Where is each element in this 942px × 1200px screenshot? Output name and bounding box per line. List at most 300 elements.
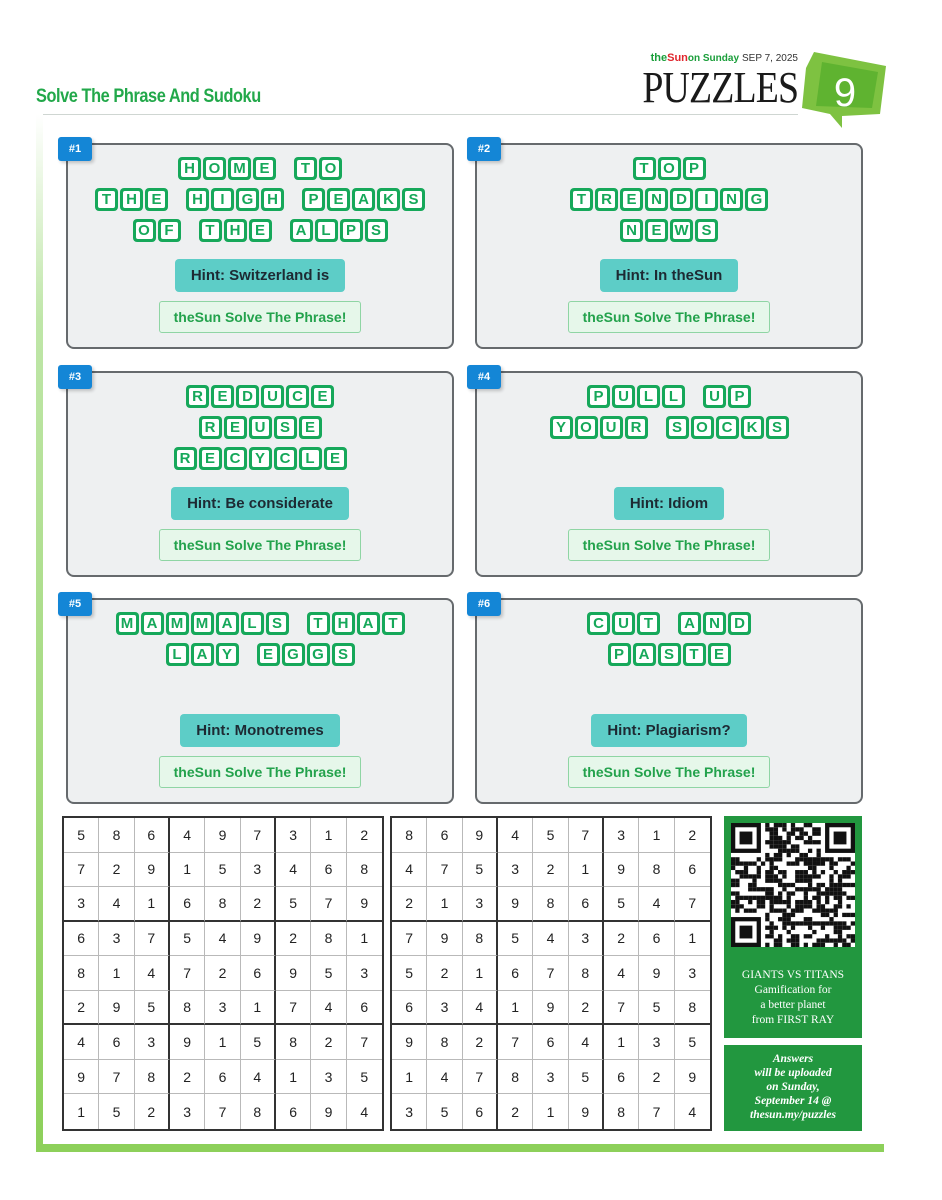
sudoku-cell: 2 bbox=[347, 818, 382, 853]
sudoku-cell: 8 bbox=[427, 1025, 462, 1060]
letter-tile-char: K bbox=[380, 191, 397, 208]
letter-tile-char: S bbox=[277, 419, 294, 436]
sudoku-cell: 6 bbox=[99, 1025, 134, 1060]
letter-tile-char: R bbox=[202, 419, 219, 436]
solve-phrase-button[interactable]: theSun Solve The Phrase! bbox=[568, 756, 771, 788]
sudoku-cell: 5 bbox=[639, 991, 674, 1026]
sudoku-cell: 4 bbox=[99, 887, 134, 922]
sudoku-cell: 9 bbox=[533, 991, 568, 1026]
sudoku-cell: 2 bbox=[276, 922, 311, 957]
letter-tile-char: S bbox=[405, 191, 422, 208]
letter-tile bbox=[282, 643, 305, 666]
sudoku-cell: 5 bbox=[135, 991, 170, 1026]
letter-tile bbox=[720, 188, 743, 211]
sudoku-cell: 1 bbox=[241, 991, 276, 1026]
letter-tile-char: W bbox=[674, 222, 689, 239]
tile-word bbox=[703, 385, 751, 408]
tile-word bbox=[307, 612, 405, 635]
letter-tile bbox=[290, 219, 313, 242]
tile-word bbox=[290, 219, 388, 242]
frame-bottom-border bbox=[36, 1144, 884, 1152]
letter-tile-char: A bbox=[360, 615, 377, 632]
letter-tile-char: O bbox=[136, 222, 153, 239]
letter-tile bbox=[216, 612, 239, 635]
letter-tile bbox=[216, 643, 239, 666]
answers-line: will be uploaded bbox=[754, 1067, 832, 1079]
sudoku-cell: 8 bbox=[311, 922, 346, 957]
phrase-tiles bbox=[477, 385, 861, 439]
sudoku-cell: 9 bbox=[463, 818, 498, 853]
sudoku-cell: 6 bbox=[135, 818, 170, 853]
sudoku-cell: 7 bbox=[533, 956, 568, 991]
solve-phrase-button[interactable]: theSun Solve The Phrase! bbox=[568, 301, 771, 333]
letter-tile-char: T bbox=[686, 646, 703, 663]
masthead bbox=[617, 52, 798, 110]
sudoku-cell: 3 bbox=[99, 922, 134, 957]
sudoku-cell: 7 bbox=[170, 956, 205, 991]
letter-tile-char: S bbox=[661, 646, 678, 663]
letter-tile bbox=[703, 385, 726, 408]
sudoku-cell: 1 bbox=[311, 818, 346, 853]
sudoku-cell: 9 bbox=[170, 1025, 205, 1060]
letter-tile bbox=[141, 612, 164, 635]
letter-tile-char: C bbox=[590, 615, 607, 632]
puzzle-number-badge: #5 bbox=[58, 592, 92, 616]
sudoku-cell: 7 bbox=[276, 991, 311, 1026]
letter-tile bbox=[691, 416, 714, 439]
letter-tile-char: A bbox=[355, 191, 372, 208]
tile-row bbox=[95, 188, 425, 211]
sudoku-cell: 8 bbox=[675, 991, 710, 1026]
tile-word bbox=[174, 447, 347, 470]
letter-tile-char: T bbox=[297, 160, 314, 177]
letter-tile-char: A bbox=[144, 615, 161, 632]
tile-word bbox=[166, 643, 239, 666]
tile-row bbox=[608, 643, 731, 666]
letter-tile bbox=[612, 612, 635, 635]
letter-tile-char: P bbox=[731, 388, 748, 405]
letter-tile bbox=[133, 219, 156, 242]
letter-tile bbox=[178, 157, 201, 180]
letter-tile bbox=[166, 643, 189, 666]
sudoku-cell: 3 bbox=[347, 956, 382, 991]
letter-tile-char: T bbox=[310, 615, 327, 632]
sudoku-cell: 6 bbox=[463, 1094, 498, 1129]
tile-row bbox=[587, 385, 751, 408]
sudoku-cell: 4 bbox=[498, 818, 533, 853]
letter-tile bbox=[266, 612, 289, 635]
letter-tile-char: H bbox=[189, 191, 206, 208]
letter-tile bbox=[324, 447, 347, 470]
letter-tile-char: Y bbox=[219, 646, 236, 663]
puzzle-number-badge: #1 bbox=[58, 137, 92, 161]
letter-tile bbox=[695, 219, 718, 242]
sudoku-cell: 8 bbox=[135, 1060, 170, 1095]
answers-line: on Sunday, bbox=[766, 1081, 820, 1093]
sudoku-cell: 6 bbox=[498, 956, 533, 991]
sudoku-grid bbox=[62, 816, 384, 1131]
sudoku-cell: 5 bbox=[392, 956, 427, 991]
letter-tile-char: A bbox=[219, 615, 236, 632]
sudoku-cell: 4 bbox=[427, 1060, 462, 1095]
letter-tile bbox=[683, 643, 706, 666]
sudoku-cell: 1 bbox=[347, 922, 382, 957]
sudoku-cell: 6 bbox=[170, 887, 205, 922]
letter-tile-char: U bbox=[706, 388, 723, 405]
sudoku-cell: 8 bbox=[241, 1094, 276, 1129]
sudoku-cell: 7 bbox=[135, 922, 170, 957]
qr-code[interactable] bbox=[731, 823, 855, 947]
letter-tile bbox=[302, 188, 325, 211]
phrase-tiles bbox=[68, 612, 452, 666]
letter-tile bbox=[211, 385, 234, 408]
tile-row bbox=[620, 219, 718, 242]
sudoku-cell: 3 bbox=[639, 1025, 674, 1060]
sudoku-cell: 3 bbox=[569, 922, 604, 957]
letter-tile bbox=[241, 612, 264, 635]
sudoku-cell: 7 bbox=[427, 853, 462, 888]
letter-tile bbox=[600, 416, 623, 439]
letter-tile bbox=[728, 385, 751, 408]
tile-word bbox=[294, 157, 342, 180]
tile-word bbox=[186, 385, 334, 408]
letter-tile bbox=[191, 643, 214, 666]
sudoku-cell: 3 bbox=[276, 818, 311, 853]
sudoku-cell: 6 bbox=[311, 853, 346, 888]
sudoku-cell: 9 bbox=[205, 818, 240, 853]
sudoku-cell: 7 bbox=[64, 853, 99, 888]
sudoku-cell: 4 bbox=[64, 1025, 99, 1060]
letter-tile bbox=[645, 188, 668, 211]
tile-row bbox=[174, 447, 347, 470]
sudoku-cell: 7 bbox=[347, 1025, 382, 1060]
letter-tile bbox=[319, 157, 342, 180]
answers-line: September 14 @ bbox=[754, 1095, 832, 1107]
letter-tile-char: O bbox=[206, 160, 223, 177]
letter-tile bbox=[261, 385, 284, 408]
letter-tile bbox=[595, 188, 618, 211]
sudoku-cell: 6 bbox=[392, 991, 427, 1026]
sudoku-cell: 1 bbox=[427, 887, 462, 922]
sudoku-cell: 1 bbox=[675, 922, 710, 957]
sudoku-cell: 9 bbox=[427, 922, 462, 957]
tile-word bbox=[186, 188, 284, 211]
letter-tile-char: Y bbox=[252, 450, 269, 467]
brand-sun: Sun bbox=[667, 52, 688, 64]
letter-tile bbox=[236, 385, 259, 408]
qr-caption bbox=[724, 968, 862, 1028]
answers-line: Answers bbox=[772, 1053, 814, 1065]
letter-tile-char: P bbox=[611, 646, 628, 663]
sudoku-cell: 6 bbox=[241, 956, 276, 991]
puzzle-number-badge: #3 bbox=[58, 365, 92, 389]
letter-tile-char: T bbox=[640, 615, 657, 632]
letter-tile-char: I bbox=[214, 191, 231, 208]
sudoku-cell: 3 bbox=[311, 1060, 346, 1095]
answers-notice bbox=[724, 1045, 862, 1131]
sudoku-cell: 9 bbox=[498, 887, 533, 922]
letter-tile bbox=[666, 416, 689, 439]
letter-tile bbox=[620, 188, 643, 211]
sudoku-cell: 9 bbox=[311, 1094, 346, 1129]
sudoku-cell: 4 bbox=[463, 991, 498, 1026]
letter-tile-char: P bbox=[305, 191, 322, 208]
hint-label: Hint: In theSun bbox=[600, 259, 739, 292]
sudoku-cell: 5 bbox=[311, 956, 346, 991]
sudoku-cell: 1 bbox=[135, 887, 170, 922]
sudoku-cell: 9 bbox=[276, 956, 311, 991]
solve-phrase-button[interactable]: theSun Solve The Phrase! bbox=[159, 529, 362, 561]
sudoku-cell: 5 bbox=[675, 1025, 710, 1060]
letter-tile-char: E bbox=[214, 388, 231, 405]
tile-word bbox=[550, 416, 648, 439]
letter-tile-char: E bbox=[302, 419, 319, 436]
sudoku-cell: 2 bbox=[241, 887, 276, 922]
phrase-tiles bbox=[68, 385, 452, 470]
letter-tile bbox=[166, 612, 189, 635]
sudoku-cell: 2 bbox=[427, 956, 462, 991]
puzzle-card bbox=[66, 598, 454, 804]
letter-tile-char: E bbox=[623, 191, 640, 208]
letter-tile-char: P bbox=[590, 388, 607, 405]
letter-tile bbox=[174, 447, 197, 470]
sudoku-cell: 5 bbox=[463, 853, 498, 888]
letter-tile-char: N bbox=[723, 191, 740, 208]
sudoku-cell: 2 bbox=[311, 1025, 346, 1060]
letter-tile bbox=[683, 157, 706, 180]
sudoku-cell: 4 bbox=[170, 818, 205, 853]
letter-tile-char: E bbox=[252, 222, 269, 239]
tile-row bbox=[199, 416, 322, 439]
letter-tile-char: L bbox=[169, 646, 186, 663]
letter-tile-char: E bbox=[314, 388, 331, 405]
sudoku-cell: 5 bbox=[347, 1060, 382, 1095]
letter-tile bbox=[299, 416, 322, 439]
sudoku-cell: 3 bbox=[498, 853, 533, 888]
qr-code-image bbox=[731, 823, 855, 947]
section-title: Solve The Phrase And Sudoku bbox=[36, 86, 261, 107]
letter-tile-char: S bbox=[669, 419, 686, 436]
letter-tile-char: E bbox=[202, 450, 219, 467]
answers-line: thesun.my/puzzles bbox=[750, 1109, 836, 1121]
sudoku-cell: 9 bbox=[347, 887, 382, 922]
sudoku-cell: 2 bbox=[392, 887, 427, 922]
letter-tile-char: C bbox=[719, 419, 736, 436]
tile-word bbox=[257, 643, 355, 666]
letter-tile bbox=[637, 385, 660, 408]
qr-caption-line: Gamification for bbox=[754, 984, 832, 996]
sudoku-cell: 6 bbox=[205, 1060, 240, 1095]
sudoku-cell: 5 bbox=[276, 887, 311, 922]
letter-tile-char: G bbox=[748, 191, 765, 208]
phrase-tiles bbox=[68, 157, 452, 242]
letter-tile bbox=[608, 643, 631, 666]
sudoku-cell: 6 bbox=[639, 922, 674, 957]
letter-tile-char: L bbox=[244, 615, 261, 632]
letter-tile-char: E bbox=[648, 222, 665, 239]
hint-label: Hint: Monotremes bbox=[180, 714, 340, 747]
sudoku-cell: 1 bbox=[64, 1094, 99, 1129]
letter-tile bbox=[741, 416, 764, 439]
letter-tile-char: G bbox=[239, 191, 256, 208]
letter-tile bbox=[327, 188, 350, 211]
sudoku-cell: 1 bbox=[99, 956, 134, 991]
tile-word bbox=[666, 416, 789, 439]
letter-tile bbox=[332, 643, 355, 666]
letter-tile-char: K bbox=[744, 419, 761, 436]
letter-tile bbox=[695, 188, 718, 211]
letter-tile-char: A bbox=[681, 615, 698, 632]
puzzle-card bbox=[475, 598, 863, 804]
letter-tile bbox=[203, 157, 226, 180]
sudoku-cell: 3 bbox=[675, 956, 710, 991]
tile-word bbox=[620, 219, 718, 242]
sudoku-cell: 4 bbox=[604, 956, 639, 991]
letter-tile-char: T bbox=[98, 191, 115, 208]
letter-tile bbox=[766, 416, 789, 439]
letter-tile-char: S bbox=[698, 222, 715, 239]
letter-tile bbox=[745, 188, 768, 211]
qr-caption-line: from FIRST RAY bbox=[751, 1014, 835, 1026]
sudoku-cell: 4 bbox=[360, 1103, 369, 1120]
letter-tile bbox=[357, 612, 380, 635]
sudoku-cell: 8 bbox=[569, 956, 604, 991]
letter-tile bbox=[191, 612, 214, 635]
sudoku-cell: 5 bbox=[533, 818, 568, 853]
sudoku-cell: 5 bbox=[241, 1025, 276, 1060]
sudoku-cell: 4 bbox=[392, 853, 427, 888]
letter-tile bbox=[332, 612, 355, 635]
letter-tile bbox=[249, 219, 272, 242]
sudoku-cell: 7 bbox=[311, 887, 346, 922]
letter-tile-char: T bbox=[385, 615, 402, 632]
letter-tile-char: E bbox=[260, 646, 277, 663]
phrase-tiles bbox=[477, 612, 861, 666]
letter-tile bbox=[716, 416, 739, 439]
letter-tile bbox=[612, 385, 635, 408]
solve-phrase-button[interactable]: theSun Solve The Phrase! bbox=[568, 529, 771, 561]
sudoku-cell: 1 bbox=[569, 853, 604, 888]
letter-tile bbox=[199, 219, 222, 242]
sudoku-cell: 5 bbox=[99, 1094, 134, 1129]
sudoku-cell: 8 bbox=[99, 818, 134, 853]
tile-row bbox=[186, 385, 334, 408]
sudoku-cell: 2 bbox=[205, 956, 240, 991]
letter-tile bbox=[249, 447, 272, 470]
letter-tile bbox=[662, 385, 685, 408]
letter-tile bbox=[253, 157, 276, 180]
sudoku-cell: 4 bbox=[241, 1060, 276, 1095]
tile-row bbox=[178, 157, 342, 180]
letter-tile bbox=[116, 612, 139, 635]
letter-tile bbox=[249, 416, 272, 439]
letter-tile bbox=[224, 219, 247, 242]
letter-tile-char: D bbox=[731, 615, 748, 632]
sudoku-cell: 3 bbox=[64, 887, 99, 922]
sudoku-cell: 9 bbox=[135, 853, 170, 888]
letter-tile bbox=[658, 643, 681, 666]
sudoku-cell: 8 bbox=[170, 991, 205, 1026]
sudoku-cell: 8 bbox=[463, 922, 498, 957]
puzzle-card bbox=[475, 143, 863, 349]
letter-tile-char: E bbox=[327, 450, 344, 467]
sudoku-cell: 2 bbox=[675, 818, 710, 853]
letter-tile-char: C bbox=[227, 450, 244, 467]
sudoku-cell: 6 bbox=[604, 1060, 639, 1095]
page-label: PUZZLES bbox=[642, 63, 798, 112]
sudoku-cell: 5 bbox=[64, 818, 99, 853]
letter-tile-char: L bbox=[640, 388, 657, 405]
sudoku-cell: 9 bbox=[241, 922, 276, 957]
sudoku-cell: 1 bbox=[533, 1094, 568, 1129]
tile-word bbox=[587, 385, 685, 408]
sudoku-cell: 6 bbox=[427, 818, 462, 853]
sudoku-cell: 5 bbox=[569, 1060, 604, 1095]
letter-tile-char: T bbox=[573, 191, 590, 208]
letter-tile bbox=[670, 188, 693, 211]
letter-tile bbox=[274, 447, 297, 470]
letter-tile-char: R bbox=[177, 450, 194, 467]
letter-tile-char: M bbox=[231, 160, 248, 177]
solve-phrase-button[interactable]: theSun Solve The Phrase! bbox=[159, 756, 362, 788]
sudoku-cell: 8 bbox=[498, 1060, 533, 1095]
sudoku-cell: 7 bbox=[392, 922, 427, 957]
sudoku-cell: 2 bbox=[99, 853, 134, 888]
tile-row bbox=[587, 612, 751, 635]
letter-tile-char: N bbox=[706, 615, 723, 632]
sudoku-cell: 1 bbox=[205, 1025, 240, 1060]
sudoku-cell: 9 bbox=[604, 853, 639, 888]
letter-tile-char: S bbox=[335, 646, 352, 663]
sudoku-cell: 8 bbox=[533, 887, 568, 922]
sudoku-cell: 3 bbox=[533, 1060, 568, 1095]
letter-tile-char: U bbox=[252, 419, 269, 436]
letter-tile bbox=[145, 188, 168, 211]
tile-word bbox=[199, 416, 322, 439]
tile-word bbox=[302, 188, 425, 211]
letter-tile bbox=[307, 612, 330, 635]
solve-phrase-button[interactable]: theSun Solve The Phrase! bbox=[159, 301, 362, 333]
letter-tile-char: Y bbox=[553, 419, 570, 436]
letter-tile-char: T bbox=[636, 160, 653, 177]
sudoku-cell: 5 bbox=[604, 887, 639, 922]
letter-tile-char: D bbox=[239, 388, 256, 405]
tile-word bbox=[199, 219, 272, 242]
letter-tile-char: H bbox=[335, 615, 352, 632]
sudoku-cell: 3 bbox=[241, 853, 276, 888]
letter-tile-char: N bbox=[623, 222, 640, 239]
sudoku-cell: 4 bbox=[276, 853, 311, 888]
letter-tile bbox=[587, 612, 610, 635]
tile-word bbox=[678, 612, 751, 635]
letter-tile-char: C bbox=[277, 450, 294, 467]
letter-tile-char: F bbox=[161, 222, 178, 239]
title-divider bbox=[36, 114, 798, 115]
puzzle-card bbox=[66, 371, 454, 577]
sudoku-cell: 1 bbox=[463, 956, 498, 991]
letter-tile-char: L bbox=[302, 450, 319, 467]
letter-tile bbox=[186, 385, 209, 408]
letter-tile bbox=[633, 643, 656, 666]
sudoku-cell: 4 bbox=[639, 887, 674, 922]
sudoku-cell: 6 bbox=[675, 853, 710, 888]
letter-tile-char: S bbox=[769, 419, 786, 436]
tile-row bbox=[166, 643, 355, 666]
letter-tile bbox=[311, 385, 334, 408]
sudoku-cell: 4 bbox=[135, 956, 170, 991]
sudoku-cell: 1 bbox=[498, 991, 533, 1026]
puzzle-card bbox=[66, 143, 454, 349]
